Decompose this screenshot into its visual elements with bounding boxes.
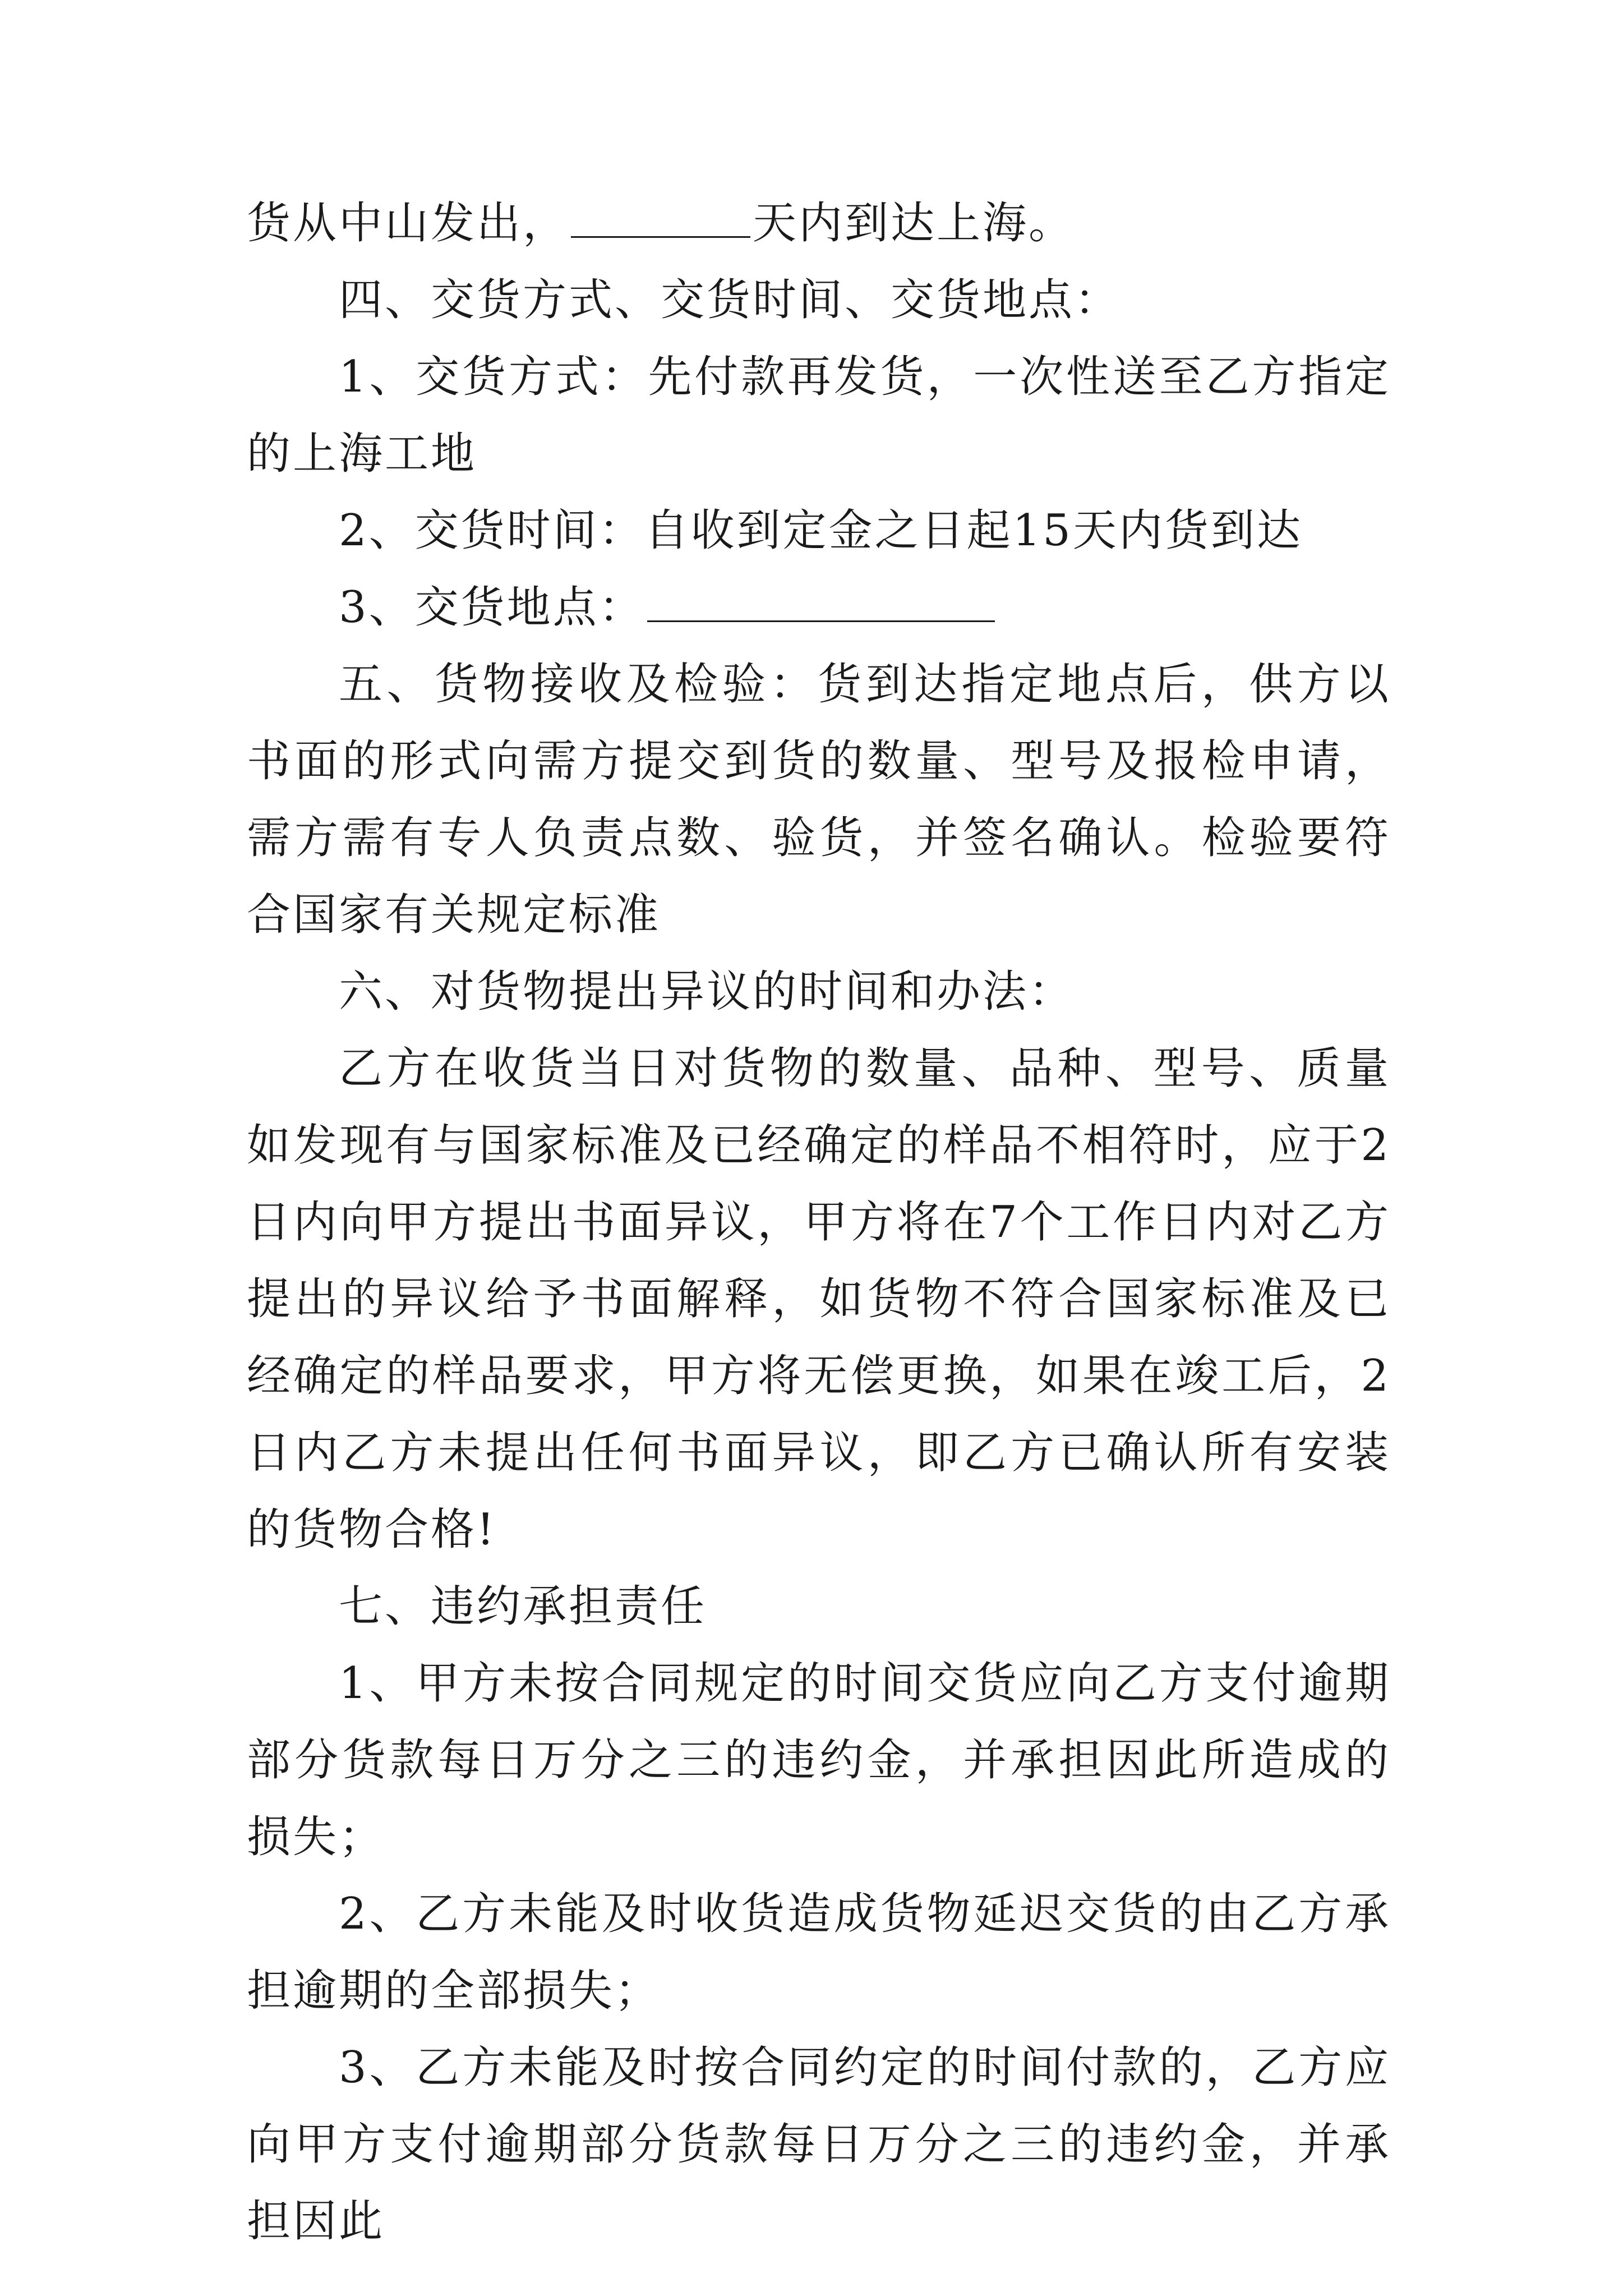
section-4-heading: 四、交货方式、交货时间、交货地点： [339, 275, 1121, 325]
section-7-item-3: 3、乙方未能及时按合同约定的时间付款的，乙方应向甲方支付逾期部分货款每日万分之三的违约金，并承担因此 [247, 2042, 1391, 2247]
section-4-item-3 [247, 569, 1391, 646]
section-6-body: 乙方在收货当日对货物的数量、品种、型号、质量如发现有与国家标准及已经确定的样品不相符时，应于2日内向甲方提出书面异议，甲方将在7个工作日内对乙方提出的异议给予书面解释，如货物不符合国家标准及已经确定的样品要求，甲方将无偿更换，如果在竣工后，2日内乙方未提出任何书面异议，即乙方已确认所有安装的货物合格! [247, 1043, 1391, 1555]
document-page [247, 185, 1391, 2260]
delivery-place-label: 3、交货地点： [339, 582, 645, 633]
shipping-line-end: 天内到达上海。 [753, 198, 1075, 249]
shipping-line-start: 货从中山发出， [247, 198, 569, 249]
days-blank[interactable] [571, 197, 750, 238]
section-7-heading: 七、违约承担责任 [339, 1581, 707, 1632]
section-6-heading: 六、对货物提出异议的时间和办法： [339, 967, 1075, 1017]
shipping-line [247, 185, 1391, 262]
delivery-place-blank[interactable] [647, 581, 995, 622]
section-4-item-1: 1、交货方式：先付款再发货，一次性送至乙方指定的上海工地 [247, 352, 1391, 479]
section-5: 五、货物接收及检验：货到达指定地点后，供方以书面的形式向需方提交到货的数量、型号及报检申请，需方需有专人负责点数、验货，并签名确认。检验要符合国家有关规定标准 [247, 659, 1391, 940]
section-7-item-1: 1、甲方未按合同规定的时间交货应向乙方支付逾期部分货款每日万分之三的违约金，并承担因此所造成的损失； [247, 1658, 1391, 1862]
section-7-item-2: 2、乙方未能及时收货造成货物延迟交货的由乙方承担逾期的全部损失； [247, 1889, 1391, 2016]
section-4-item-2: 2、交货时间：自收到定金之日起15天内货到达 [339, 505, 1303, 556]
